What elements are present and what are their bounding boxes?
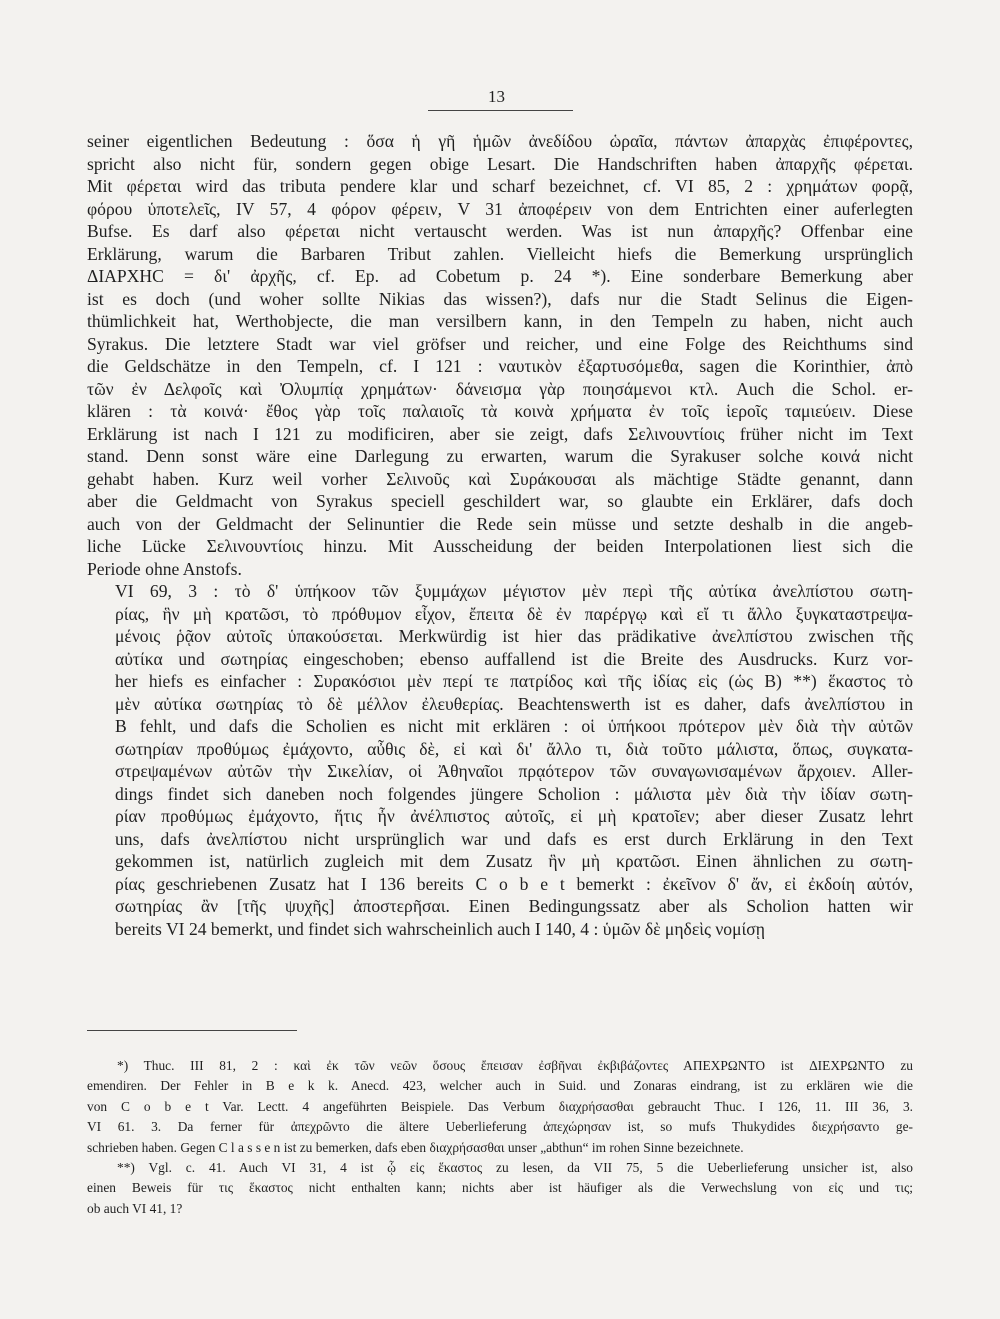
text-line: gehabt haben. Kurz weil vorher Σελινοῦς καὶ Συράκουσαι als mächtige Städte genannt, dann [87,468,913,489]
footnote-line: von C o b e t Var. Lectt. 4 angeführten Beispiele. Das Verbum διαχρήσασθαι gebraucht Thuc. I 126, 11. III 36, 3. [87,1098,913,1114]
text-line: gekommen ist, natürlich zugleich mit dem Zusatz ἣν μὴ κρατῶσι. Einen ähnlichen zu σωτη- [115,851,913,871]
text-line: uns, dafs ἀνελπίστου nicht ursprünglich war und dafs es erst durch Erklärung in den Text [115,828,913,849]
text-line: μὲν αὐτίκα σωτηρίας τὸ δὲ μέλλον ἐλευθερίας. Beachtenswerth ist es daher, dafs ἀνελπίστου in [115,693,913,714]
text-line: σωτηρίας ἂν [τῆς ψυχῆς] ἀποστερῆσαι. Einen Bedingungssatz aber als Scholion hatten wir [115,896,913,916]
paragraph [87,580,913,940]
text-line: Bufse. Es darf also φέρεται nicht vertauscht werden. Was ist nun ἀπαρχῆς? Offenbar eine [87,221,913,241]
footnote-line: **) Vgl. c. 41. Auch VI 31, 4 ist ᾧ εἰς ἕκαστος zu lesen, da VII 75, 5 die Ueberlieferung unsicher ist, also [117,1160,913,1176]
text-line: σωτηρίαν προθύμως ἐμάχοντο, αὖθις δὲ, εἰ καὶ δι' ἄλλο τι, διὰ τοῦτο μάλιστα, ὅπως, συγκατα- [115,738,913,759]
body-text [87,130,913,940]
text-line: seiner eigentlichen Bedeutung : ὅσα ἡ γῆ ἡμῶν ἀνεδίδου ὡραῖα, πάντων ἀπαρχὰς ἐπιφέροντες, [87,131,913,151]
footnote-rule [87,1030,297,1031]
text-line: αὐτίκα und σωτηρίας eingeschoben; ebenso auffallend ist die Breite des Ausdrucks. Kurz vor- [115,648,913,669]
text-line: klären : τὰ κοινά· ἔθος γὰρ τοῖς παλαιοῖς τὰ κοινὰ χρήματα ἐν τοῖς ἱεροῖς ταμιεύειν. Diese [87,401,913,421]
text-line: thümlichkeit hat, Werthobjecte, die man versilbern kann, in den Tempeln zu haben, nicht auch [87,311,913,331]
text-line: ΔΙΑΡΧΗC = δι' ἀρχῆς, cf. Ep. ad Cobetum p. 24 *). Eine sonderbare Bemerkung aber [87,266,913,286]
text-line: τῶν ἐν Δελφοῖς καὶ Ὀλυμπίᾳ χρημάτων· δάνεισμα γὰρ ποιησάμενοι κτλ. Auch die Schol. er- [87,378,913,399]
text-line: bereits VI 24 bemerkt, und findet sich wahrscheinlich auch I 140, 4 : ὑμῶν δὲ μηδεὶς νομίσῃ [115,918,765,939]
text-line: φόρου ὑποτελεῖς, IV 57, 4 φόρον φέρειν, V 31 ἀποφέρειν von dem Entrichten einer auferlegten [87,198,913,219]
text-line: ρίαν προθύμως ἐμάχοντο, ἥτις ἦν ἀνέλπιστος αὐτοῖς, εἰ μὴ κρατοῖεν; aber dieser Zusatz lehrt [115,806,913,826]
text-line: stand. Denn sonst wäre eine Darlegung zu erwarten, warum die Syrakuser solche κοινά nicht [87,446,913,466]
footnote-line: ob auch VI 41, 1? [87,1200,183,1216]
footnote-line: emendiren. Der Fehler in B e k k. Anecd. 423, welcher auch in Suid. und Zonaras eindrang, ist zu erklären wie die [87,1078,913,1094]
page-number: 13 [488,87,505,106]
text-line: B fehlt, und dafs die Scholien es nicht mit erklären : οἱ ὑπήκοοι πρότερον μὲν διὰ τὴν αὐτῶν [115,716,913,736]
text-line: Periode ohne Anstofs. [87,558,242,579]
text-line: στρεψαμένων αὐτῶν τὴν Σικελίαν, οἱ Ἀθηναῖοι πρᾳότερον τῶν συναγωνισαμένων ἄρχοιεν. Aller- [115,761,913,781]
text-line: spricht also nicht für, sondern gegen obige Lesart. Die Handschriften haben ἀπαρχῆς φέρεται. [87,153,913,174]
footnotes [87,1056,913,1219]
text-line: ist es doch (und woher sollte Nikias das wissen?), dafs nur die Stadt Selinus die Eigen- [87,288,913,309]
text-line: her hiefs es einfacher : Συρακόσιοι μὲν περί τε πατρίδος καὶ τῆς ἰδίας εἰς (ὡς B) **) ἕκαστος τὸ [115,671,913,691]
text-line: ρίας, ἣν μὴ κρατῶσι, τὸ πρόθυμον εἶχον, ἔπειτα δὲ ἐν παρέργῳ καὶ εἴ τι ἄλλο ξυγκαταστρεψα- [115,603,913,624]
footnote-line: schrieben haben. Gegen C l a s s e n ist zu bemerken, dafs eben διαχρήσασθαι unser „abthun“ im rohen Sinne bezeichnete. [87,1139,744,1155]
footnote-line: einen Beweis für τις ἕκαστος nicht enthalten kann; nichts aber ist häufiger als die Verwechslung von εἰς und τις; [87,1180,913,1196]
text-line: dings findet sich daneben noch folgendes jüngere Scholion : μάλιστα μὲν διὰ τὴν ἰδίαν σωτη- [115,783,913,804]
footnote-line: VI 61. 3. Da ferner für ἀπεχρῶντο die ältere Ueberlieferung ἀπεχώρησαν ist, so mufs Thukydides διεχρήσαντο ge- [87,1119,913,1135]
text-line: VI 69, 3 : τὸ δ' ὑπήκοον τῶν ξυμμάχων μέγιστον μὲν περὶ τῆς αὐτίκα ἀνελπίστου σωτη- [115,581,913,601]
text-line: Erklärung, warum die Barbaren Tribut zahlen. Vielleicht hiefs die Bemerkung ursprünglich [87,243,913,264]
text-line: ρίας geschriebenen Zusatz hat I 136 bereits C o b e t bemerkt : ἐκεῖνον δ' ἄν, εἰ ἐκδοίη αὐτόν, [115,873,913,894]
footnote [87,1158,913,1219]
header-rule [428,110,573,111]
text-line: die Geldschätze in den Tempeln, cf. I 121 : ναυτικὸν ἐξαρτυσόμεθα, sagen die Korinthier, ἀπὸ [87,356,913,376]
paragraph [87,130,913,580]
text-line: aber die Geldmacht von Syrakus speciell geschildert war, so glaubte ein Erklärer, dafs doch [87,491,913,511]
text-line: liche Lücke Σελινουντίοις hinzu. Mit Ausscheidung der beiden Interpolationen liest sich die [87,536,913,556]
text-line: Syrakus. Die letztere Stadt war viel gröfser und reicher, und eine Folge des Reichthums sind [87,333,913,354]
text-line: auch von der Geldmacht der Selinuntier die Rede sein müsse und setzte deshalb in die angeb- [87,513,913,534]
text-line: μένοις ῥᾷον αὐτοῖς ὑπακούσεται. Merkwürdig ist hier das prädikative ἀνελπίστου zwischen τῆς [115,626,913,646]
footnote [87,1056,913,1158]
footnote-line: *) Thuc. III 81, 2 : καὶ ἐκ τῶν νεῶν ὅσους ἔπεισαν ἐσβῆναι ἐκβιβάζοντες ΑΠΕΧΡΩΝΤΟ ist ΔΙΕΧΡΩΝΤΟ zu [117,1058,913,1073]
text-line: Mit φέρεται wird das tributa pendere klar und scharf bezeichnet, cf. VI 85, 2 : χρημάτων φορᾷ, [87,176,913,196]
text-line: Erklärung ist nach I 121 zu modificiren, aber sie zeigt, dafs Σελινουντίοις früher nicht im Text [87,423,913,444]
